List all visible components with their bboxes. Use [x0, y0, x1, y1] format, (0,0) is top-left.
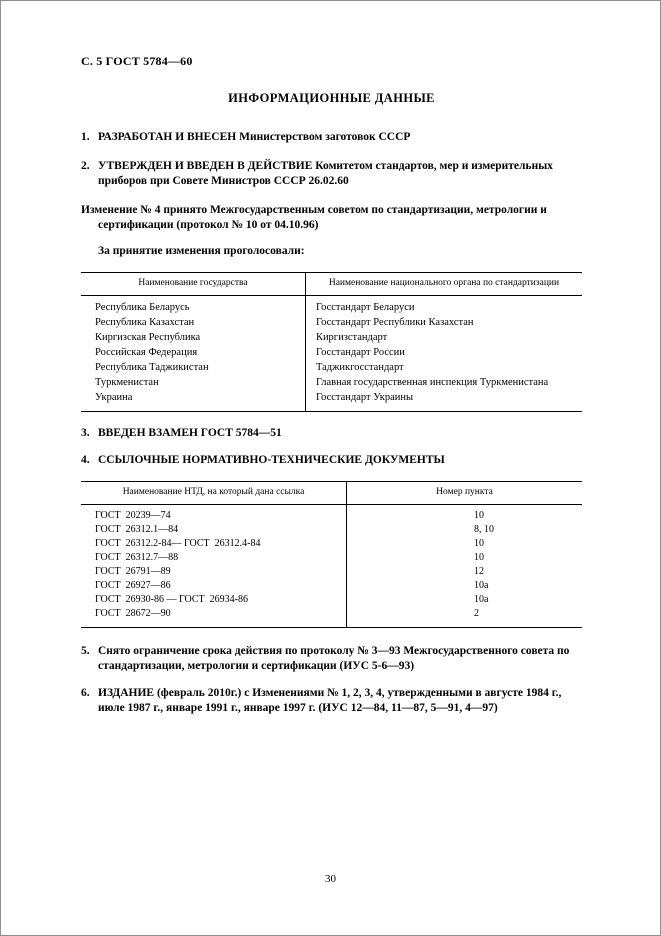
gost-cell: ГОСТ 26312.1—84 — [81, 523, 347, 537]
gost-cell: ГОСТ 26791—89 — [81, 565, 347, 579]
gost-cell: ГОСТ 26930-86 — ГОСТ 26934-86 — [81, 593, 347, 607]
page-title: ИНФОРМАЦИОННЫЕ ДАННЫЕ — [228, 91, 435, 105]
column-header-ntd: Наименование НТД, на который дана ссылка — [81, 482, 347, 505]
table-row — [81, 579, 582, 593]
table-row — [81, 565, 582, 579]
org-cell: Госстандарт России — [315, 347, 405, 358]
section-6-text: ИЗДАНИЕ (февраль 2010г.) с Изменениями № 1, 2, 3, 4, утвержденными в августе 1984 г., июле 1987 г., январе 1991 г., январе 1997 г. (ИУС 12—84, 11—87, 5—91, 4—97) — [98, 687, 562, 714]
country-cell: Российская Федерация — [81, 345, 305, 360]
clause-cell: 2 — [474, 608, 480, 619]
section-1-text: РАЗРАБОТАН И ВНЕСЕН Министерством заготовок СССР — [98, 131, 411, 143]
table-row — [81, 551, 582, 565]
column-header-org: Наименование национального органа по стандартизации — [305, 273, 582, 296]
section-6-number: 6. — [81, 687, 90, 699]
country-cell: Республика Таджикистан — [81, 360, 305, 375]
table-row — [81, 607, 582, 628]
table-row — [81, 537, 582, 551]
section-4-text: ССЫЛОЧНЫЕ НОРМАТИВНО-ТЕХНИЧЕСКИЕ ДОКУМЕНТЫ — [98, 454, 445, 466]
section-2-text: УТВЕРЖДЕН И ВВЕДЕН В ДЕЙСТВИЕ Комитетом стандартов, мер и измерительных приборов при Совете Министров СССР 26.02.60 — [98, 160, 553, 187]
column-header-clause: Номер пункта — [347, 482, 582, 505]
clause-cell: 12 — [474, 566, 485, 577]
org-cell: Таджикгосстандарт — [315, 362, 404, 373]
ref-table — [81, 481, 582, 628]
section-4-number: 4. — [81, 454, 90, 466]
section-5 — [81, 644, 582, 674]
section-6 — [81, 686, 582, 716]
section-2 — [81, 159, 582, 189]
org-cell: Киргизстандарт — [315, 332, 388, 343]
section-2-number: 2. — [81, 160, 90, 172]
table-row — [81, 375, 582, 390]
table-row — [81, 345, 582, 360]
section-1 — [81, 130, 582, 145]
clause-cell: 10 — [474, 552, 485, 563]
org-cell: Госстандарт Украины — [315, 392, 414, 403]
country-cell: Украина — [81, 390, 305, 412]
country-cell: Туркменистан — [81, 375, 305, 390]
clause-cell: 10а — [474, 580, 489, 591]
clause-cell: 10 — [474, 538, 485, 549]
clause-cell: 10 — [474, 510, 485, 521]
country-cell: Киргизская Республика — [81, 330, 305, 345]
table-row — [81, 296, 582, 316]
gost-cell: ГОСТ 26927—86 — [81, 579, 347, 593]
table-row — [81, 330, 582, 345]
table-row — [81, 505, 582, 524]
gost-cell: ГОСТ 26312.7—88 — [81, 551, 347, 565]
section-4 — [81, 453, 582, 468]
page-number: 30 — [325, 873, 336, 885]
section-3-number: 3. — [81, 427, 90, 439]
clause-cell: 10а — [474, 594, 489, 605]
section-5-number: 5. — [81, 645, 90, 657]
amendment-paragraph: Изменение № 4 принято Межгосударственным советом по стандартизации, метрологии и сертификации (протокол № 10 от 04.10.96) — [81, 204, 547, 231]
column-header-country: Наименование государства — [81, 273, 305, 296]
gost-cell: ГОСТ 20239—74 — [81, 505, 347, 524]
table-row — [81, 390, 582, 412]
org-cell: Госстандарт Республики Казахстан — [315, 317, 474, 328]
table-row — [81, 523, 582, 537]
vote-table-header-row — [81, 273, 582, 296]
section-1-number: 1. — [81, 131, 90, 143]
ref-table-header-row — [81, 482, 582, 505]
section-5-text: Снято ограничение срока действия по протоколу № 3—93 Межгосударственного совета по стандартизации, метрологии и сертификации (ИУС 5-6—93) — [98, 645, 570, 672]
table-row — [81, 593, 582, 607]
vote-intro: За принятие изменения проголосовали: — [98, 245, 305, 257]
country-cell: Республика Беларусь — [81, 296, 305, 316]
table-row — [81, 315, 582, 330]
section-3 — [81, 426, 582, 441]
table-row — [81, 360, 582, 375]
org-cell: Главная государственная инспекция Туркменистана — [315, 377, 549, 388]
gost-cell: ГОСТ 28672—90 — [81, 607, 347, 628]
vote-table — [81, 272, 582, 412]
section-3-text: ВВЕДЕН ВЗАМЕН ГОСТ 5784—51 — [98, 427, 282, 439]
gost-cell: ГОСТ 26312.2-84— ГОСТ 26312.4-84 — [81, 537, 347, 551]
org-cell: Госстандарт Беларуси — [315, 302, 415, 313]
country-cell: Республика Казахстан — [81, 315, 305, 330]
clause-cell: 8, 10 — [474, 524, 495, 535]
doc-header: С. 5 ГОСТ 5784—60 — [81, 54, 193, 68]
